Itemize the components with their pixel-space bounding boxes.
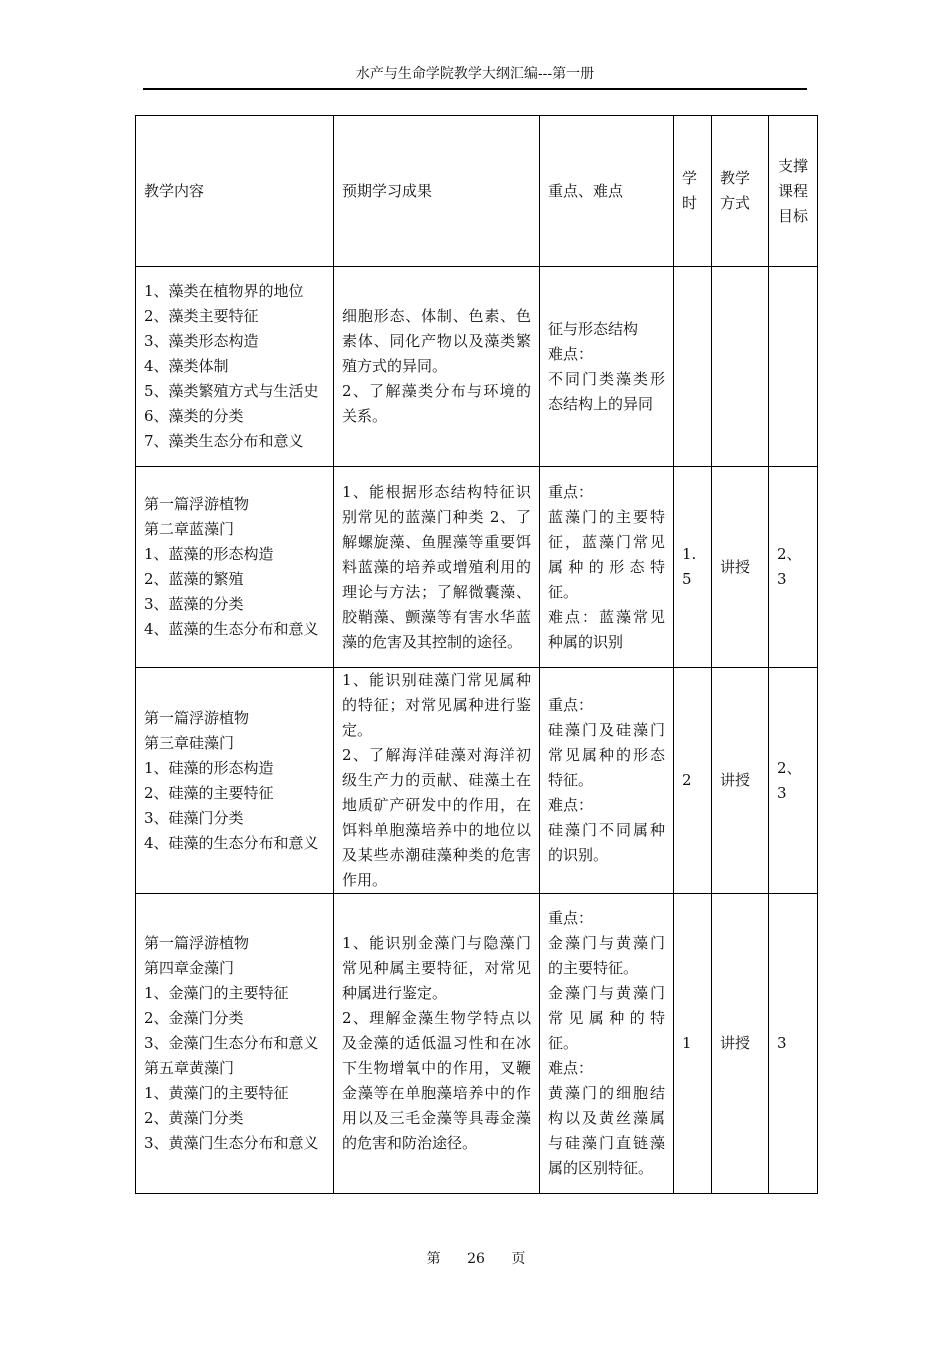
row-keypoints: 重点： 蓝藻门的主要特征，蓝藻门常见属种的形态特征。 难点：蓝藻常见种属的识别 <box>548 482 665 651</box>
row-goals <box>769 267 818 467</box>
row-keypoints: 重点： 金藻门与黄藻门的主要特征。 金藻门与黄藻门常见属种的特征。 难点： 黄藻门的细胞结构以及黄丝藻属与硅藻门直链藻属的区别特征。 <box>548 909 665 1177</box>
row-method: 讲授 <box>712 467 769 668</box>
row-goals: 2、3 <box>769 668 818 894</box>
table-row <box>136 894 818 1194</box>
row-goals: 2、3 <box>769 467 818 668</box>
header-teaching-content: 教学内容 <box>136 116 334 267</box>
syllabus-table <box>135 115 818 1194</box>
table-row <box>136 267 818 467</box>
row-method <box>712 267 769 467</box>
row-outcomes: 1、能识别金藻门与隐藻门常见种属主要特征，对常见种属进行鉴定。 2、理解金藻生物学特点以及金藻的适低温习性和在冰下生物增氧中的作用，叉鞭金藻等在单胞藻培养中的作用以及三毛金藻等具毒金藻的危害和防治途径。 <box>342 934 531 1152</box>
row-content: 第一篇浮游植物 第四章金藻门 1、金藻门的主要特征 2、金藻门分类 3、金藻门生态分布和意义 第五章黄藻门 1、黄藻门的主要特征 2、黄藻门分类 3、黄藻门生态分布和意义 <box>144 934 319 1152</box>
row-hours: 1 <box>674 894 712 1194</box>
row-hours <box>674 267 712 467</box>
table-header-row <box>136 116 818 267</box>
page-number: 26 <box>467 1251 485 1267</box>
row-keypoints: 征与形态结构 难点： 不同门类藻类形态结构上的异同 <box>548 319 665 413</box>
page-footer <box>0 1248 952 1268</box>
page-header: 水产与生命学院教学大纲汇编---第一册 <box>355 66 595 82</box>
header-expected-outcomes: 预期学习成果 <box>334 116 540 267</box>
row-method: 讲授 <box>712 894 769 1194</box>
row-outcomes: 细胞形态、体制、色素、色素体、同化产物以及藻类繁殖方式的异同。 2、了解藻类分布与环境的关系。 <box>342 307 531 425</box>
row-content: 第一篇浮游植物 第二章蓝藻门 1、蓝藻的形态构造 2、蓝藻的繁殖 3、蓝藻的分类 4、蓝藻的生态分布和意义 <box>144 495 319 638</box>
header-teaching-method: 教学方式 <box>712 116 769 267</box>
header-supported-goals: 支撑课程目标 <box>769 116 818 267</box>
row-content: 第一篇浮游植物 第三章硅藻门 1、硅藻的形态构造 2、硅藻的主要特征 3、硅藻门分类 4、硅藻的生态分布和意义 <box>144 708 319 852</box>
row-outcomes: 1、能识别硅藻门常见属种的特征；对常见属种进行鉴定。 2、了解海洋硅藻对海洋初级生产力的贡献、硅藻土在地质矿产研发中的作用，在饵料单胞藻培养中的地位以及某些赤潮硅藻种类的危害作用。 <box>342 671 531 889</box>
row-content: 1、藻类在植物界的地位 2、藻类主要特征 3、藻类形态构造 4、藻类体制 5、藻类繁殖方式与生活史 6、藻类的分类 7、藻类生态分布和意义 <box>144 282 319 450</box>
row-method: 讲授 <box>712 668 769 894</box>
row-outcomes: 1、能根据形态结构特征识别常见的蓝藻门种类 2、了解螺旋藻、鱼腥藻等重要饵料蓝藻的培养或增殖利用的理论与方法；了解微囊藻、胶鞘藻、颤藻等有害水华蓝藻的危害及其控制的途径。 <box>342 482 531 651</box>
row-hours: 2 <box>674 668 712 894</box>
header-key-points: 重点、难点 <box>540 116 674 267</box>
header-hours: 学时 <box>674 116 712 267</box>
row-goals: 3 <box>769 894 818 1194</box>
header-rule <box>143 88 807 90</box>
footer-prefix: 第 <box>426 1251 441 1267</box>
row-keypoints: 重点： 硅藻门及硅藻门常见属种的形态特征。 难点： 硅藻门不同属种的识别。 <box>548 696 665 864</box>
row-hours: 1.5 <box>674 467 712 668</box>
footer-suffix: 页 <box>511 1251 526 1267</box>
table-row <box>136 467 818 668</box>
table-row <box>136 668 818 894</box>
